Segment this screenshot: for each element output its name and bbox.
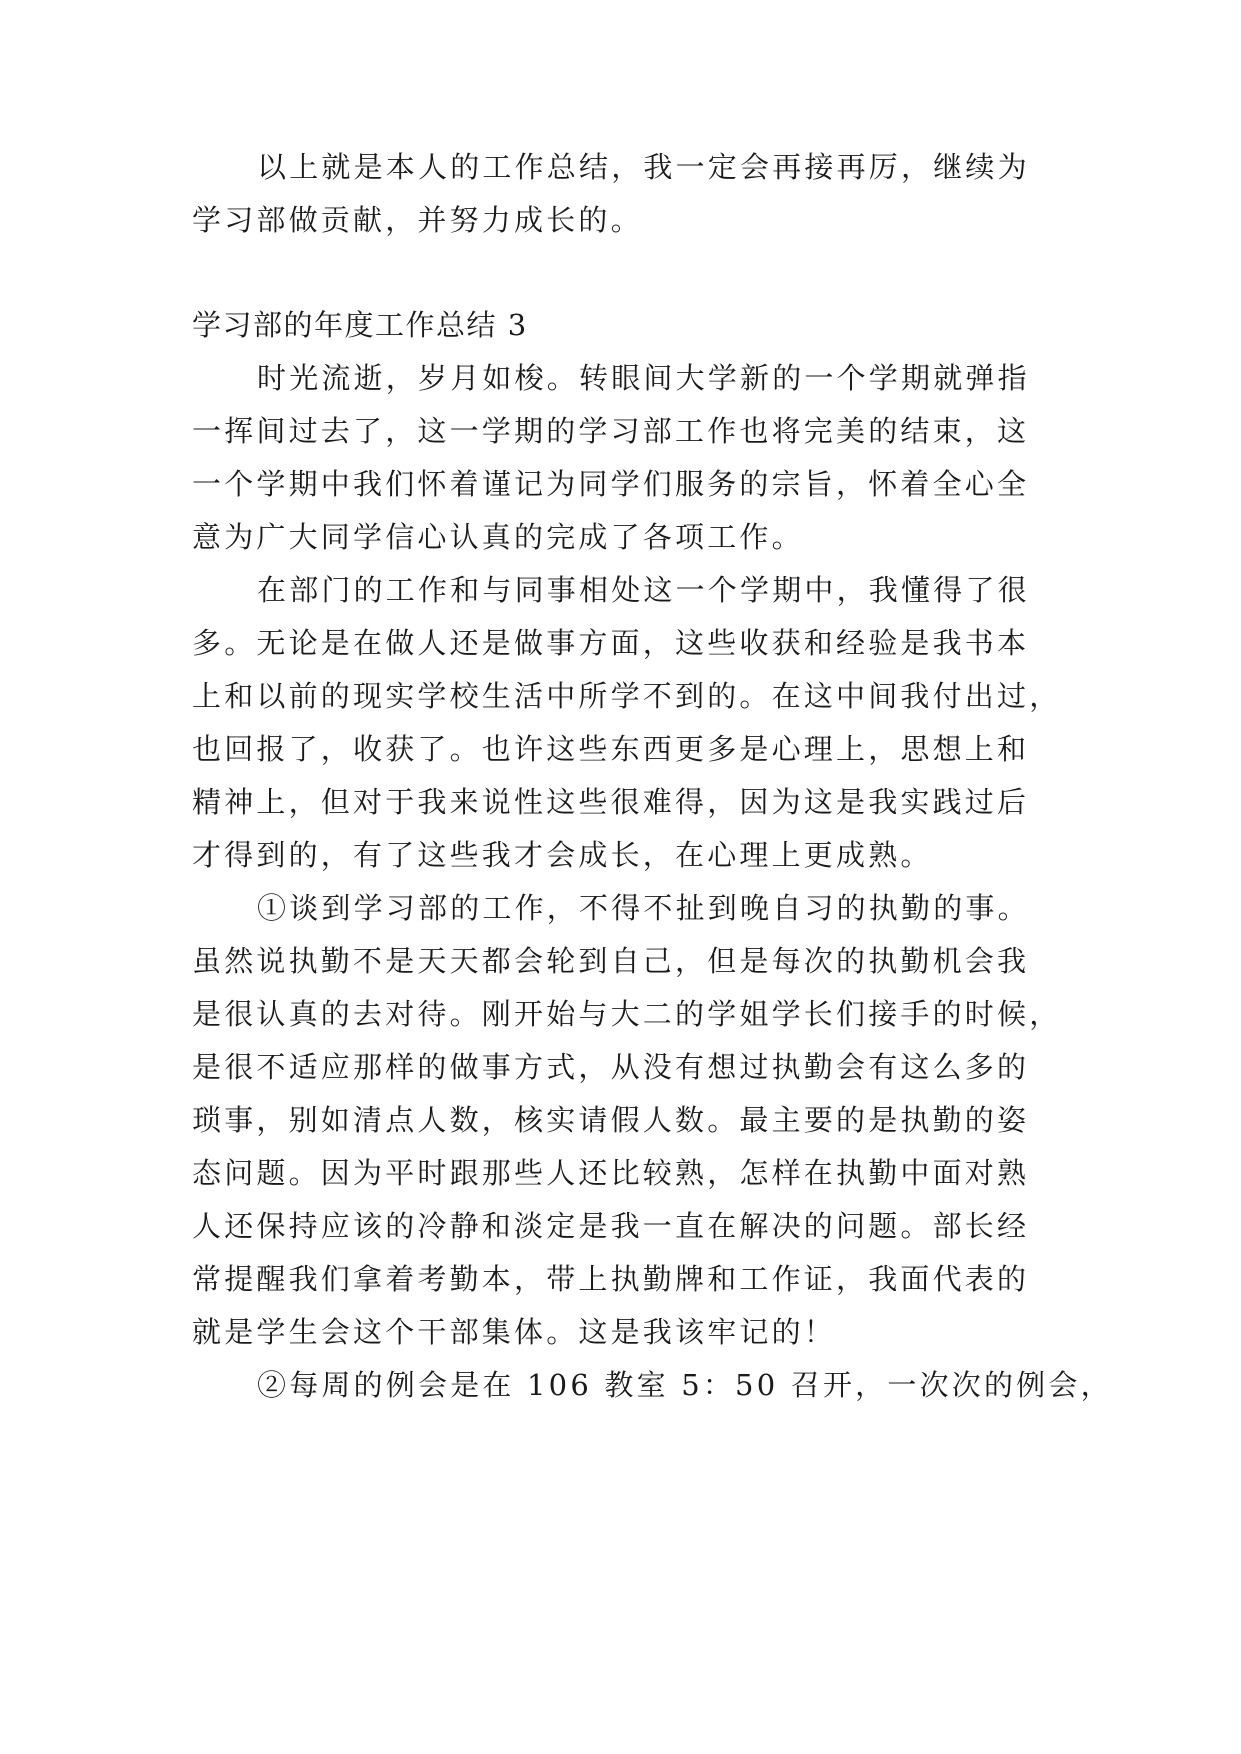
- text-line: ①谈到学习部的工作，不得不扯到晚自习的执勤的事。: [257, 891, 1030, 925]
- text-line: 常提醒我们拿着考勤本，带上执勤牌和工作证，我面代表的: [192, 1262, 1030, 1296]
- text-line: 人还保持应该的冷静和淡定是我一直在解决的问题。部长经: [192, 1209, 1030, 1243]
- text-line: 以上就是本人的工作总结，我一定会再接再厉，继续为: [257, 150, 1030, 184]
- text-line: 一个学期中我们怀着谨记为同学们服务的宗旨，怀着全心全: [192, 467, 1030, 501]
- text-line: 上和以前的现实学校生活中所学不到的。在这中间我付出过，: [192, 679, 1062, 713]
- text-line: 是很不适应那样的做事方式，从没有想过执勤会有这么多的: [192, 1050, 1030, 1084]
- text-line: 虽然说执勤不是天天都会轮到自己，但是每次的执勤机会我: [192, 944, 1030, 978]
- text-line: 是很认真的去对待。刚开始与大二的学姐学长们接手的时候，: [192, 997, 1062, 1031]
- text-line: 也回报了，收获了。也许这些东西更多是心理上，思想上和: [192, 732, 1030, 766]
- text-line: 琐事，别如清点人数，核实请假人数。最主要的是执勤的姿: [192, 1103, 1030, 1137]
- text-line: 多。无论是在做人还是做事方面，这些收获和经验是我书本: [192, 626, 1030, 660]
- text-line: 精神上，但对于我来说性这些很难得，因为这是我实践过后: [192, 785, 1030, 819]
- text-line: 一挥间过去了，这一学期的学习部工作也将完美的结束，这: [192, 414, 1030, 448]
- text-line: 在部门的工作和与同事相处这一个学期中，我懂得了很: [257, 573, 1030, 607]
- text-line: 才得到的，有了这些我才会成长，在心理上更成熟。: [192, 838, 933, 872]
- text-line: 学习部做贡献，并努力成长的。: [192, 203, 643, 237]
- text-line: ②每周的例会是在 106 教室 5：50 召开，一次次的例会，: [257, 1368, 1113, 1402]
- text-line: 时光流逝，岁月如梭。转眼间大学新的一个学期就弹指: [257, 361, 1030, 395]
- section-heading: 学习部的年度工作总结 3: [192, 308, 528, 342]
- text-line: 意为广大同学信心认真的完成了各项工作。: [192, 520, 804, 554]
- text-line: 就是学生会这个干部集体。这是我该牢记的！: [192, 1315, 837, 1349]
- text-line: 态问题。因为平时跟那些人还比较熟，怎样在执勤中面对熟: [192, 1156, 1030, 1190]
